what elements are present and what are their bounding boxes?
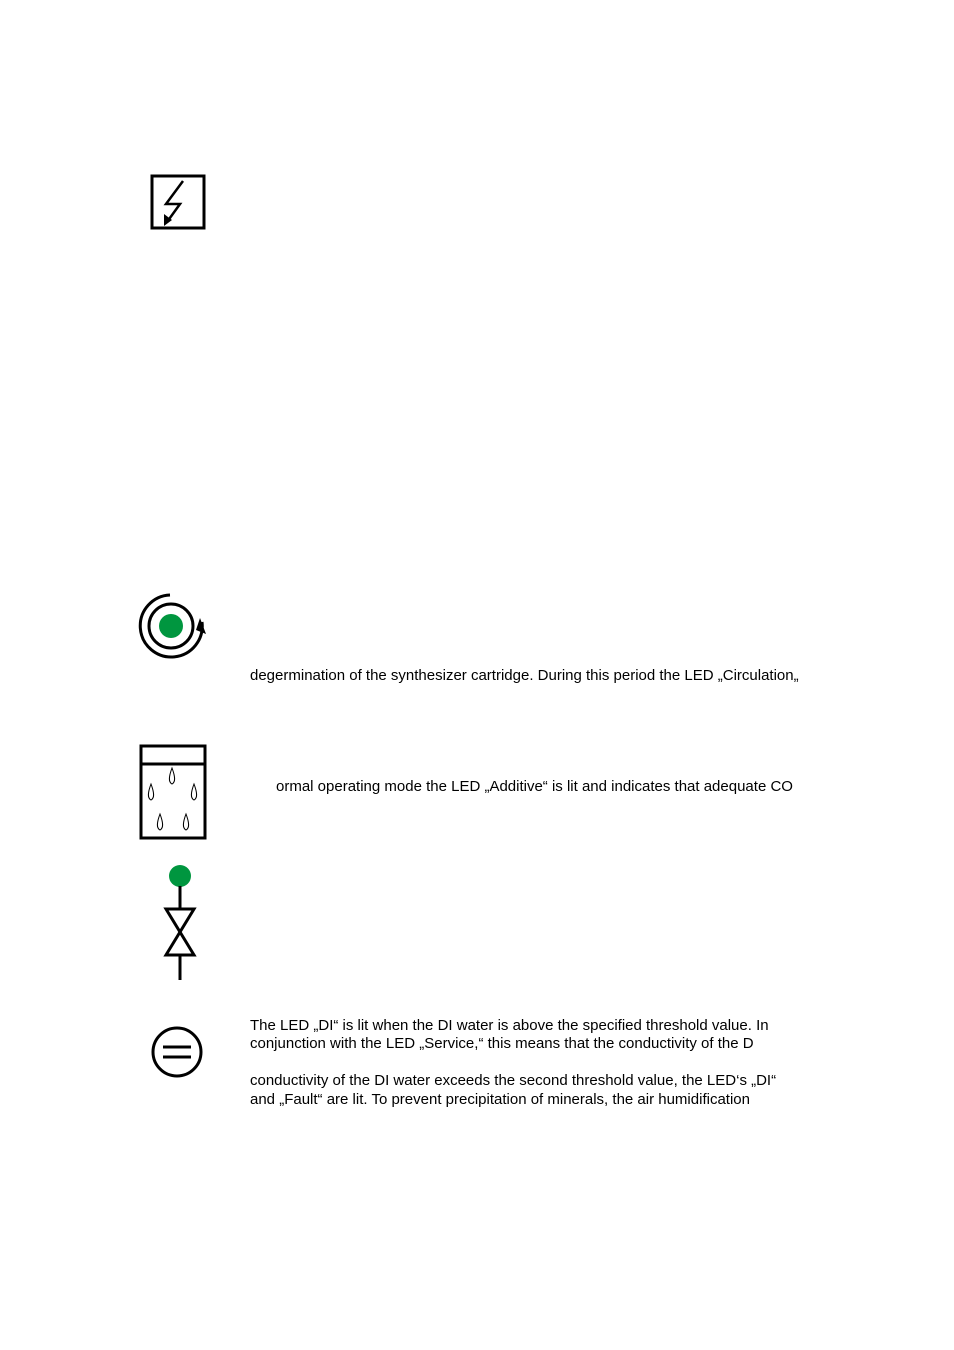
additive-container-icon (139, 744, 207, 840)
circulation-led-icon (136, 592, 210, 662)
di-circle-icon (150, 1025, 204, 1079)
lightning-box-icon (150, 174, 206, 230)
circulation-description: degermination of the synthesizer cartridge. During this period the LED „Circulation„ (250, 667, 799, 684)
di-description-line-2: conjunction with the LED „Service,“ this means that the conductivity of the D (250, 1035, 754, 1052)
di-description-line-3: conductivity of the DI water exceeds the second threshold value, the LED‘s „DI“ (250, 1072, 777, 1089)
additive-description: ormal operating mode the LED „Additive“ is lit and indicates that adequate CO (276, 778, 793, 795)
valve-led-icon (158, 862, 202, 982)
di-description-line-4: and „Fault“ are lit. To prevent precipitation of minerals, the air humidification (250, 1091, 750, 1108)
di-description-line-1: The LED „DI“ is lit when the DI water is above the specified threshold value. In (250, 1017, 769, 1034)
